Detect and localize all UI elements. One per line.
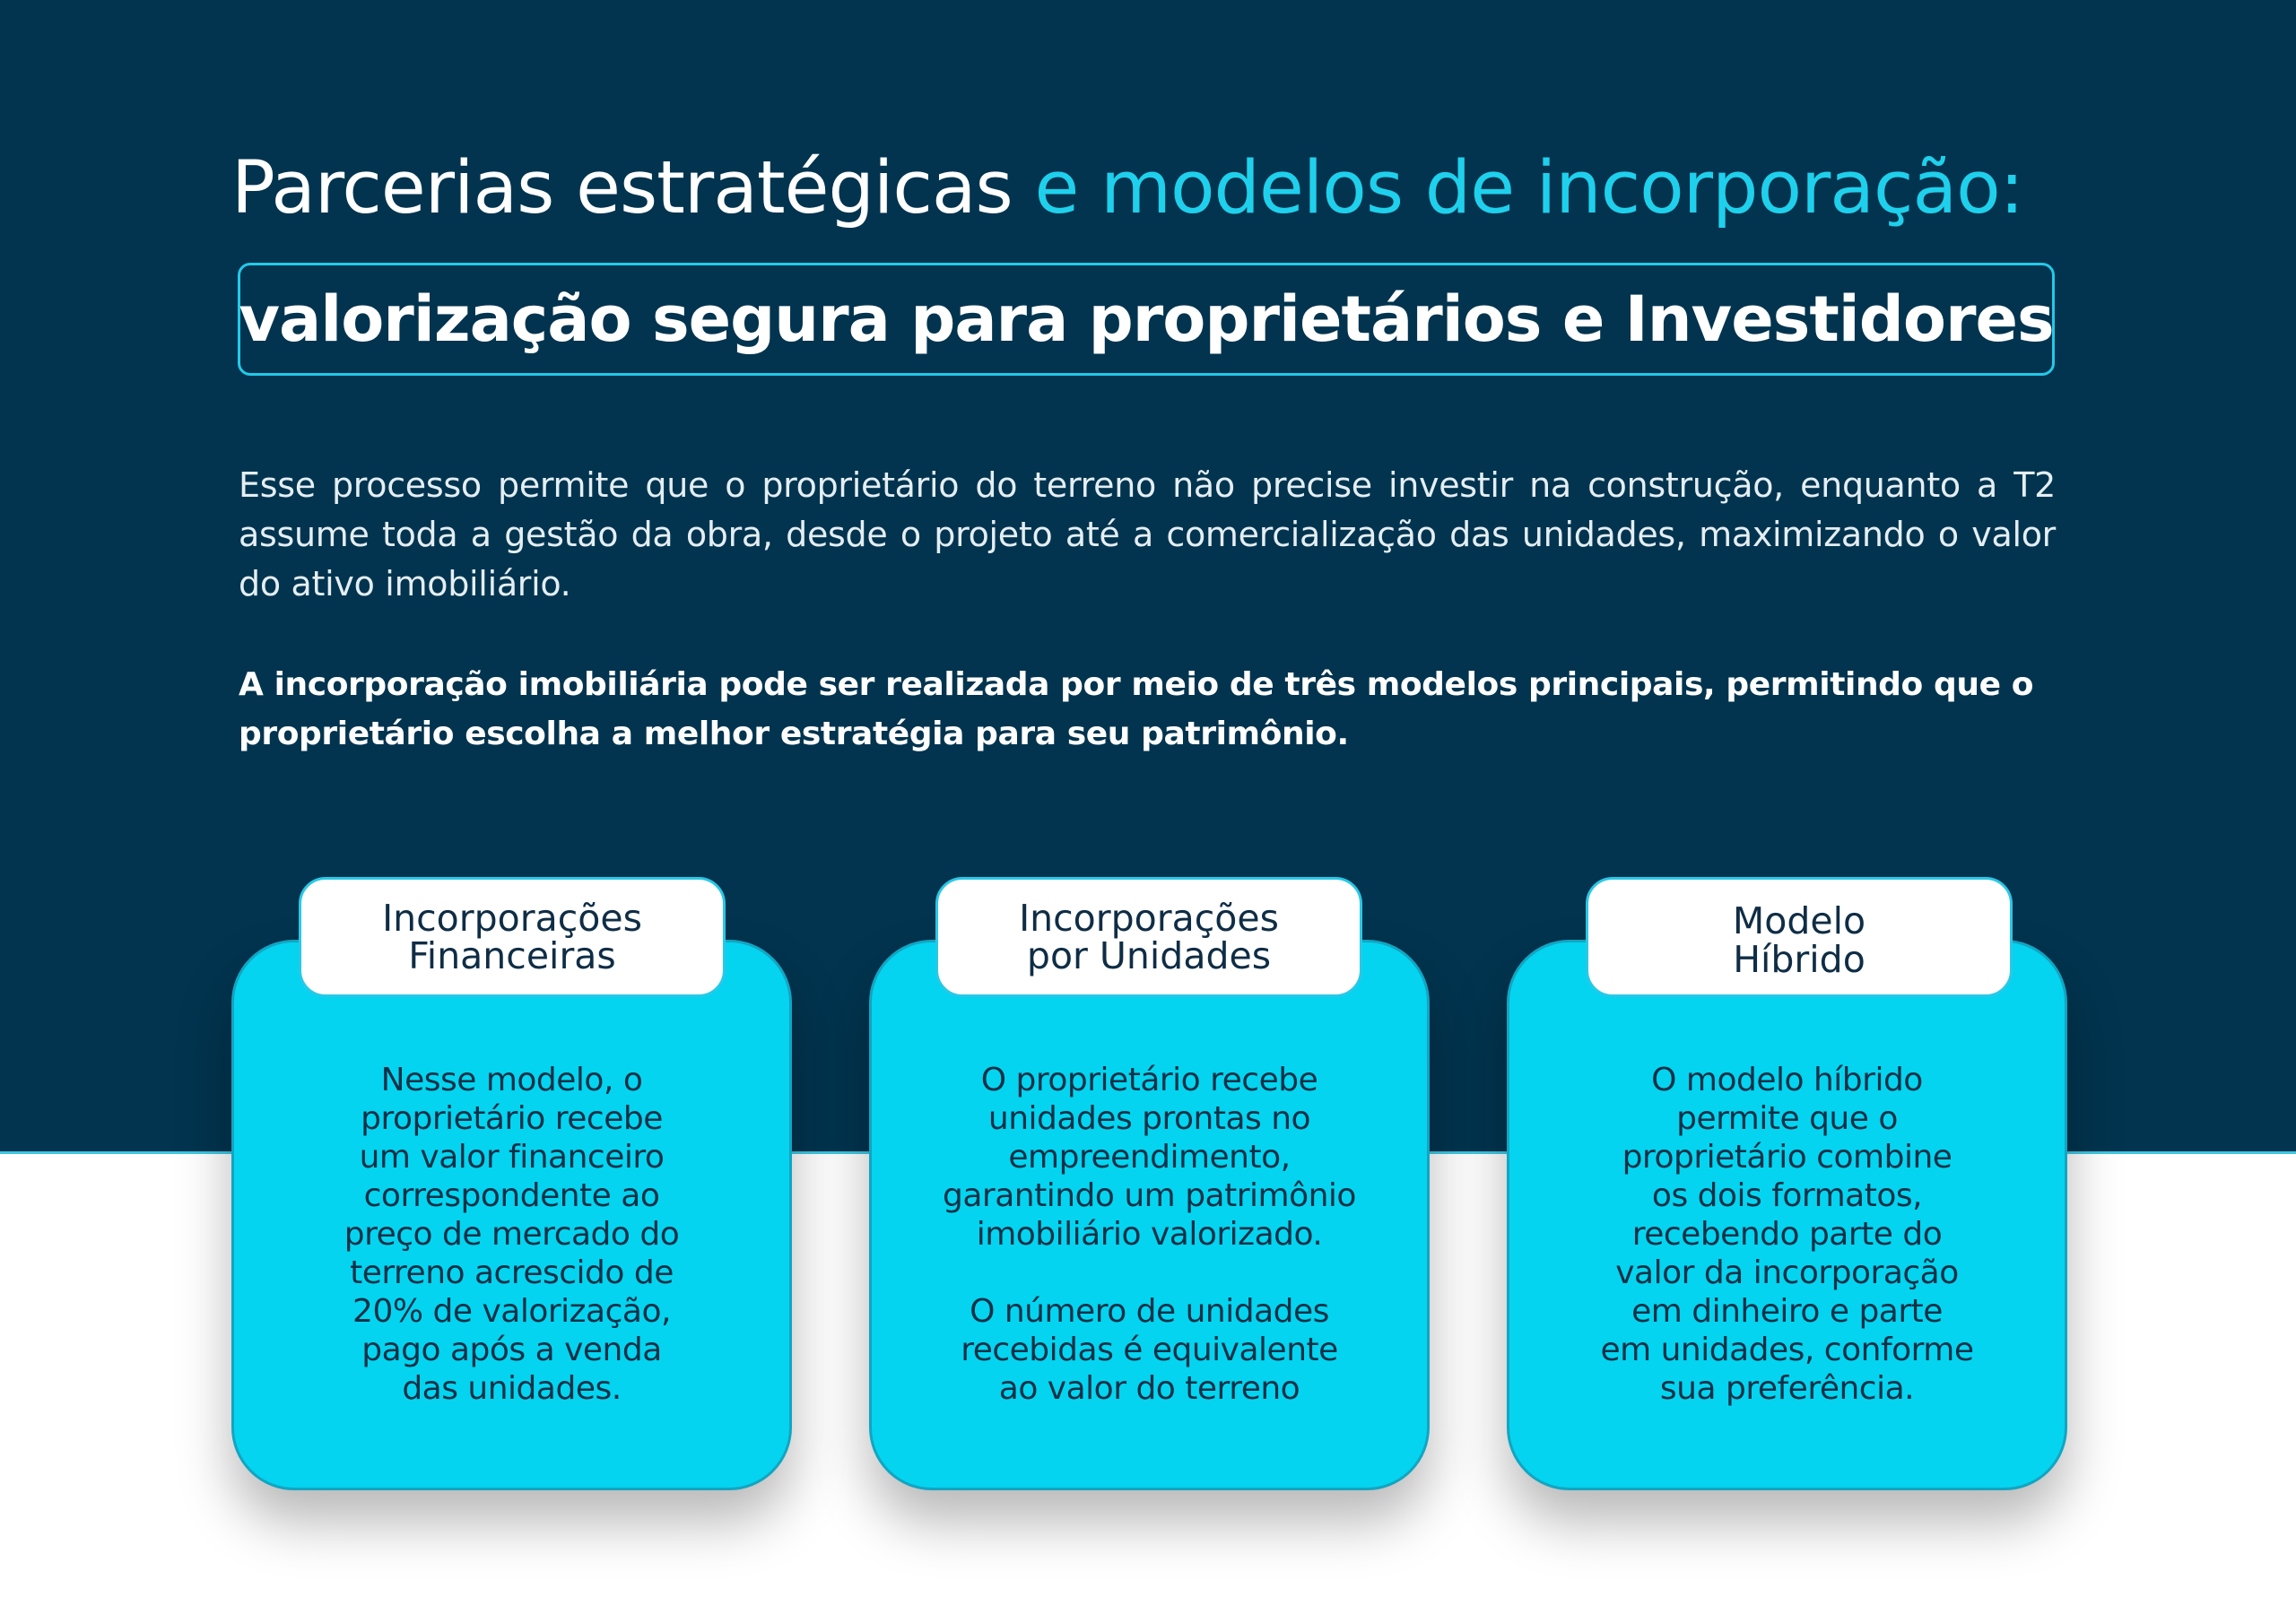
page-subtitle: valorização segura para proprietários e Investidores — [239, 282, 2054, 356]
intro-highlight: A incorporação imobiliária pode ser realizada por meio de três modelos principais, permitindo que o proprietário escolha a melhor estratégia para seu patrimônio. — [239, 666, 2034, 752]
model-card-hibrido — [1507, 940, 2067, 1490]
model-card-unidades — [869, 940, 1430, 1490]
model-card-title: Incorporações por Unidades — [1019, 897, 1279, 977]
model-card-financeiras — [231, 940, 792, 1490]
page-title — [231, 143, 2115, 233]
intro-paragraph: Esse processo permite que o proprietário do terreno não precise investir na construção, enquanto a T2 assume toda a gestão da obra, desde o projeto até a comercialização das unidades, maximizando o valor do ativo imobiliário. — [239, 465, 2056, 603]
model-card-description: O proprietário recebe unidades prontas no empreendimento, garantindo um patrimônio imobiliário valorizado. O número de unidades recebidas é equivalente ao valor do terreno — [943, 1062, 1356, 1407]
model-card-description: O modelo híbrido permite que o proprietário combine os dois formatos, recebendo parte do valor da incorporação em dinheiro e parte em unidades, conforme sua preferência. — [1600, 1062, 1974, 1407]
subtitle-box — [238, 263, 2055, 376]
title-part-accent: e modelos de incorporação: — [1012, 146, 2023, 230]
model-card-tab — [935, 877, 1362, 997]
model-card-description: Nesse modelo, o proprietário recebe um valor financeiro correspondente ao preço de mercado do terreno acrescido de 20% de valorização, pago após a venda das unidades. — [344, 1062, 680, 1407]
model-card-title: Modelo Híbrido — [1732, 899, 1866, 981]
model-card-title: Incorporações Financeiras — [382, 897, 642, 977]
model-card-tab — [299, 877, 726, 997]
title-part-white: Parcerias estratégicas — [231, 146, 1013, 230]
model-card-tab — [1586, 877, 2013, 997]
